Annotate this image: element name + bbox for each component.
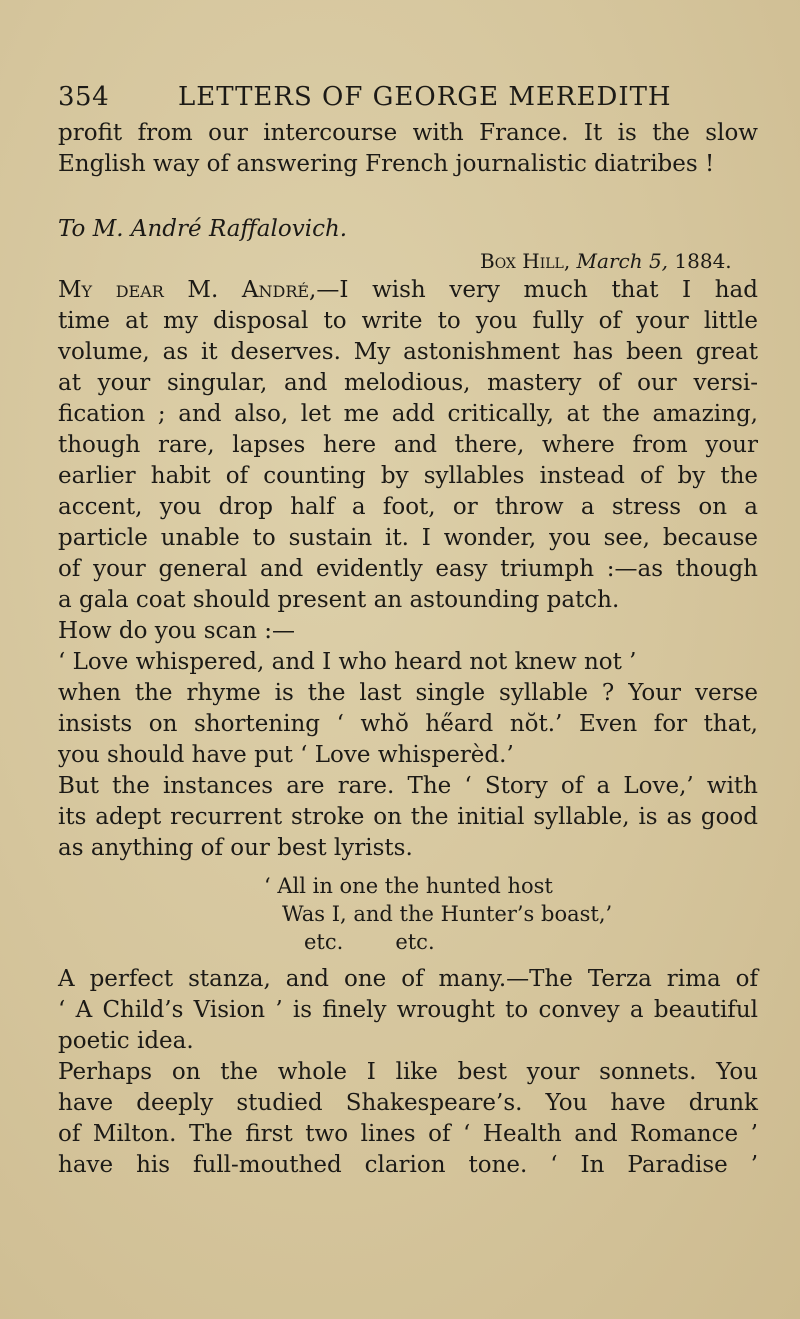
letter-body: [58, 275, 758, 864]
text-line: Perhaps on the whole I like best your sonnets. You: [58, 1059, 758, 1085]
dateline-year: 1884.: [674, 249, 732, 273]
text-line: a gala coat should present an astounding patch.: [58, 587, 620, 613]
text-line: fication ; and also, let me add critically, at the amazing,: [58, 401, 758, 427]
verse-line: Was I, and the Hunter’s boast,’: [282, 902, 613, 926]
verse-line: ‘ All in one the hunted host: [264, 874, 553, 898]
text-line: [58, 275, 758, 306]
page-number: 354: [58, 82, 110, 112]
text-line: of Milton. The first two lines of ‘ Health and Romance ’: [58, 1121, 758, 1147]
text-line: insists on shortening ‘ whŏ he̋ard nŏt.’ Even for that,: [58, 711, 758, 737]
running-title: LETTERS OF GEORGE MEREDITH: [178, 82, 672, 112]
letter-addressee: To M. André Raffalovich.: [58, 216, 348, 242]
letter-body-continued: [58, 964, 758, 1181]
text-line: earlier habit of counting by syllables instead of by the: [58, 463, 758, 489]
text-line: particle unable to sustain it. I wonder, you see, because: [58, 525, 758, 551]
text-line: at your singular, and melodious, mastery of our versi-: [58, 370, 758, 396]
etc-text: etc.: [395, 930, 435, 954]
text-line: But the instances are rare. The ‘ Story of a Love,’ with: [58, 773, 758, 799]
salutation: My dear M. André,: [58, 277, 317, 303]
salutation-continuation: —I wish very much that I had: [316, 277, 758, 303]
text-line: A perfect stanza, and one of many.—The Terza rima of: [58, 966, 758, 992]
text-line: you should have put ‘ Love whisperèd.’: [58, 742, 514, 768]
book-page: [58, 82, 758, 1181]
text-line: as anything of our best lyrists.: [58, 835, 413, 861]
text-line: its adept recurrent stroke on the initial syllable, is as good: [58, 804, 758, 830]
text-line: ‘ A Child’s Vision ’ is finely wrought to convey a beautiful: [58, 997, 758, 1023]
text-line: poetic idea.: [58, 1028, 194, 1054]
text-line: though rare, lapses here and there, where from your: [58, 432, 758, 458]
text-line: accent, you drop half a foot, or throw a stress on a: [58, 494, 758, 520]
verse-etc: [264, 928, 758, 956]
text-line: English way of answering French journalistic diatribes !: [58, 151, 715, 177]
running-head: [58, 82, 758, 112]
letter-dateline: [58, 247, 758, 275]
quoted-verse-line: ‘ Love whispered, and I who heard not knew not ’: [58, 649, 637, 675]
text-line: volume, as it deserves. My astonishment has been great: [58, 339, 758, 365]
text-line: time at my disposal to write to you fully of your little: [58, 308, 758, 334]
text-line: How do you scan :—: [58, 618, 296, 644]
text-line: when the rhyme is the last single syllable ? Your verse: [58, 680, 758, 706]
text-line: of your general and evidently easy triumph :—as though: [58, 556, 758, 582]
text-line: have his full-mouthed clarion tone. ‘ In Paradise ’: [58, 1152, 758, 1178]
opening-text: [58, 118, 758, 180]
etc-text: etc.: [304, 930, 344, 954]
text-line: profit from our intercourse with France. It is the slow: [58, 120, 758, 146]
text-line: have deeply studied Shakespeare’s. You have drunk: [58, 1090, 758, 1116]
verse-quotation: [58, 872, 758, 956]
dateline-place: Box Hill,: [480, 249, 571, 273]
dateline-date: March 5,: [576, 249, 669, 273]
